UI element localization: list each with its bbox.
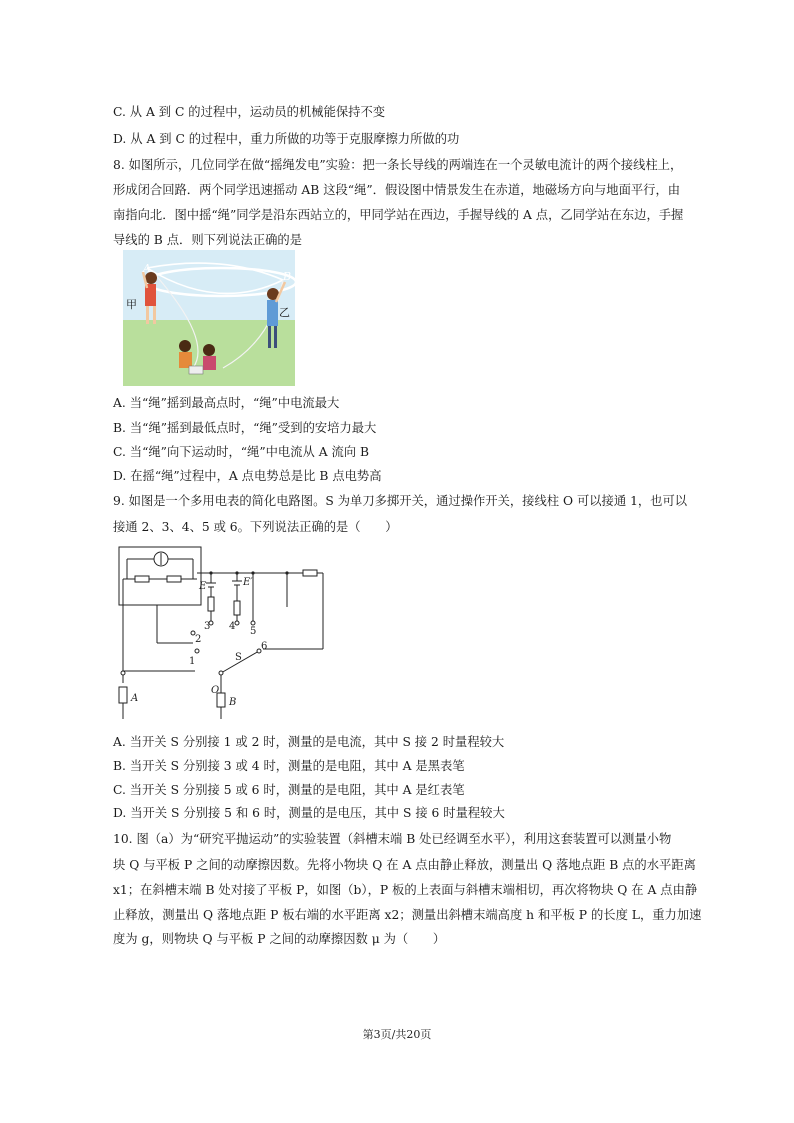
- option-8c: C. 当“绳”向下运动时，“绳”中电流从 A 流向 B: [113, 445, 370, 459]
- label-2: 2: [195, 634, 202, 645]
- text-line: 接通 2、3、4、5 或 6。下列说法正确的是（ ）: [113, 520, 398, 534]
- label-O: O: [211, 685, 220, 696]
- figure-8-label-yi: 乙: [279, 306, 290, 319]
- option-8d: D. 在摇“绳”过程中，A 点电势总是比 B 点电势高: [113, 469, 382, 483]
- label-E-prime: E′: [243, 577, 253, 588]
- text-line: 块 Q 与平板 P 之间的动摩擦因数。先将小物块 Q 在 A 点由静止释放，测量出 Q 落地点距 B 点的水平距离: [113, 858, 696, 872]
- text-line: 南指向北．图中摇“绳”同学是沿东西站立的，甲同学站在西边，手握导线的 A 点，乙同学站在东边，手握: [113, 208, 684, 222]
- question-8-stem: 8. 如图所示，几位同学在做“摇绳发电”实验：把一条长导线的两端连在一个灵敏电流计的两个接线柱上，: [113, 158, 683, 172]
- figure-9-circuit: [113, 543, 331, 721]
- figure-8-label-jia: 甲: [126, 298, 137, 311]
- question-9-stem: 9. 如图是一个多用电表的简化电路图。S 为单刀多掷开关，通过操作开关，接线柱 O 可以接通 1，也可以: [113, 494, 688, 508]
- figure-8-label-B: B: [283, 270, 292, 283]
- label-E: E: [199, 581, 207, 592]
- text-line: 导线的 B 点．则下列说法正确的是: [113, 233, 303, 247]
- option-8b: B. 当“绳”摇到最低点时，“绳”受到的安培力最大: [113, 421, 377, 435]
- label-3: 3: [204, 621, 211, 632]
- option-9a: A. 当开关 S 分别接 1 或 2 时，测量的是电流，其中 S 接 2 时量程较大: [113, 735, 505, 749]
- label-4: 4: [229, 621, 236, 632]
- label-A: A: [131, 693, 139, 704]
- label-1: 1: [189, 656, 196, 667]
- label-B: B: [229, 697, 237, 708]
- option-8a: A. 当“绳”摇到最高点时，“绳”中电流最大: [113, 396, 340, 410]
- option-9c: C. 当开关 S 分别接 5 或 6 时，测量的是电阻，其中 A 是红表笔: [113, 783, 465, 797]
- text-line: 止释放，测量出 Q 落地点距 P 板右端的水平距离 x2；测量出斜槽末端高度 h 和平板 P 的长度 L，重力加速: [113, 908, 702, 922]
- figure-8-illustration: [123, 250, 295, 386]
- text-line: 形成闭合回路．两个同学迅速摇动 AB 这段“绳”．假设图中情景发生在赤道，地磁场方向与地面平行，由: [113, 183, 681, 197]
- text-line: D. 从 A 到 C 的过程中，重力所做的功等于克服摩擦力所做的功: [113, 132, 460, 146]
- text-line: x1；在斜槽末端 B 处对接了平板 P，如图（b），P 板的上表面与斜槽末端相切，再次将物块 Q 在 A 点由静: [113, 883, 698, 897]
- text-line: 度为 g，则物块 Q 与平板 P 之间的动摩擦因数 μ 为（ ）: [113, 932, 446, 946]
- text-line: C. 从 A 到 C 的过程中，运动员的机械能保持不变: [113, 105, 386, 119]
- label-5: 5: [250, 626, 257, 637]
- option-9b: B. 当开关 S 分别接 3 或 4 时，测量的是电阻，其中 A 是黑表笔: [113, 759, 465, 773]
- question-10-stem: 10. 图（a）为“研究平抛运动”的实验装置（斜槽末端 B 处已经调至水平），利用这套装置可以测量小物: [113, 832, 672, 846]
- option-9d: D. 当开关 S 分别接 5 和 6 时，测量的是电压，其中 S 接 6 时量程较大: [113, 806, 505, 820]
- label-6: 6: [261, 641, 268, 652]
- page-footer: 第3页/共20页: [362, 1028, 432, 1041]
- figure-8-label-A: A: [143, 262, 151, 275]
- label-S: S: [235, 652, 242, 663]
